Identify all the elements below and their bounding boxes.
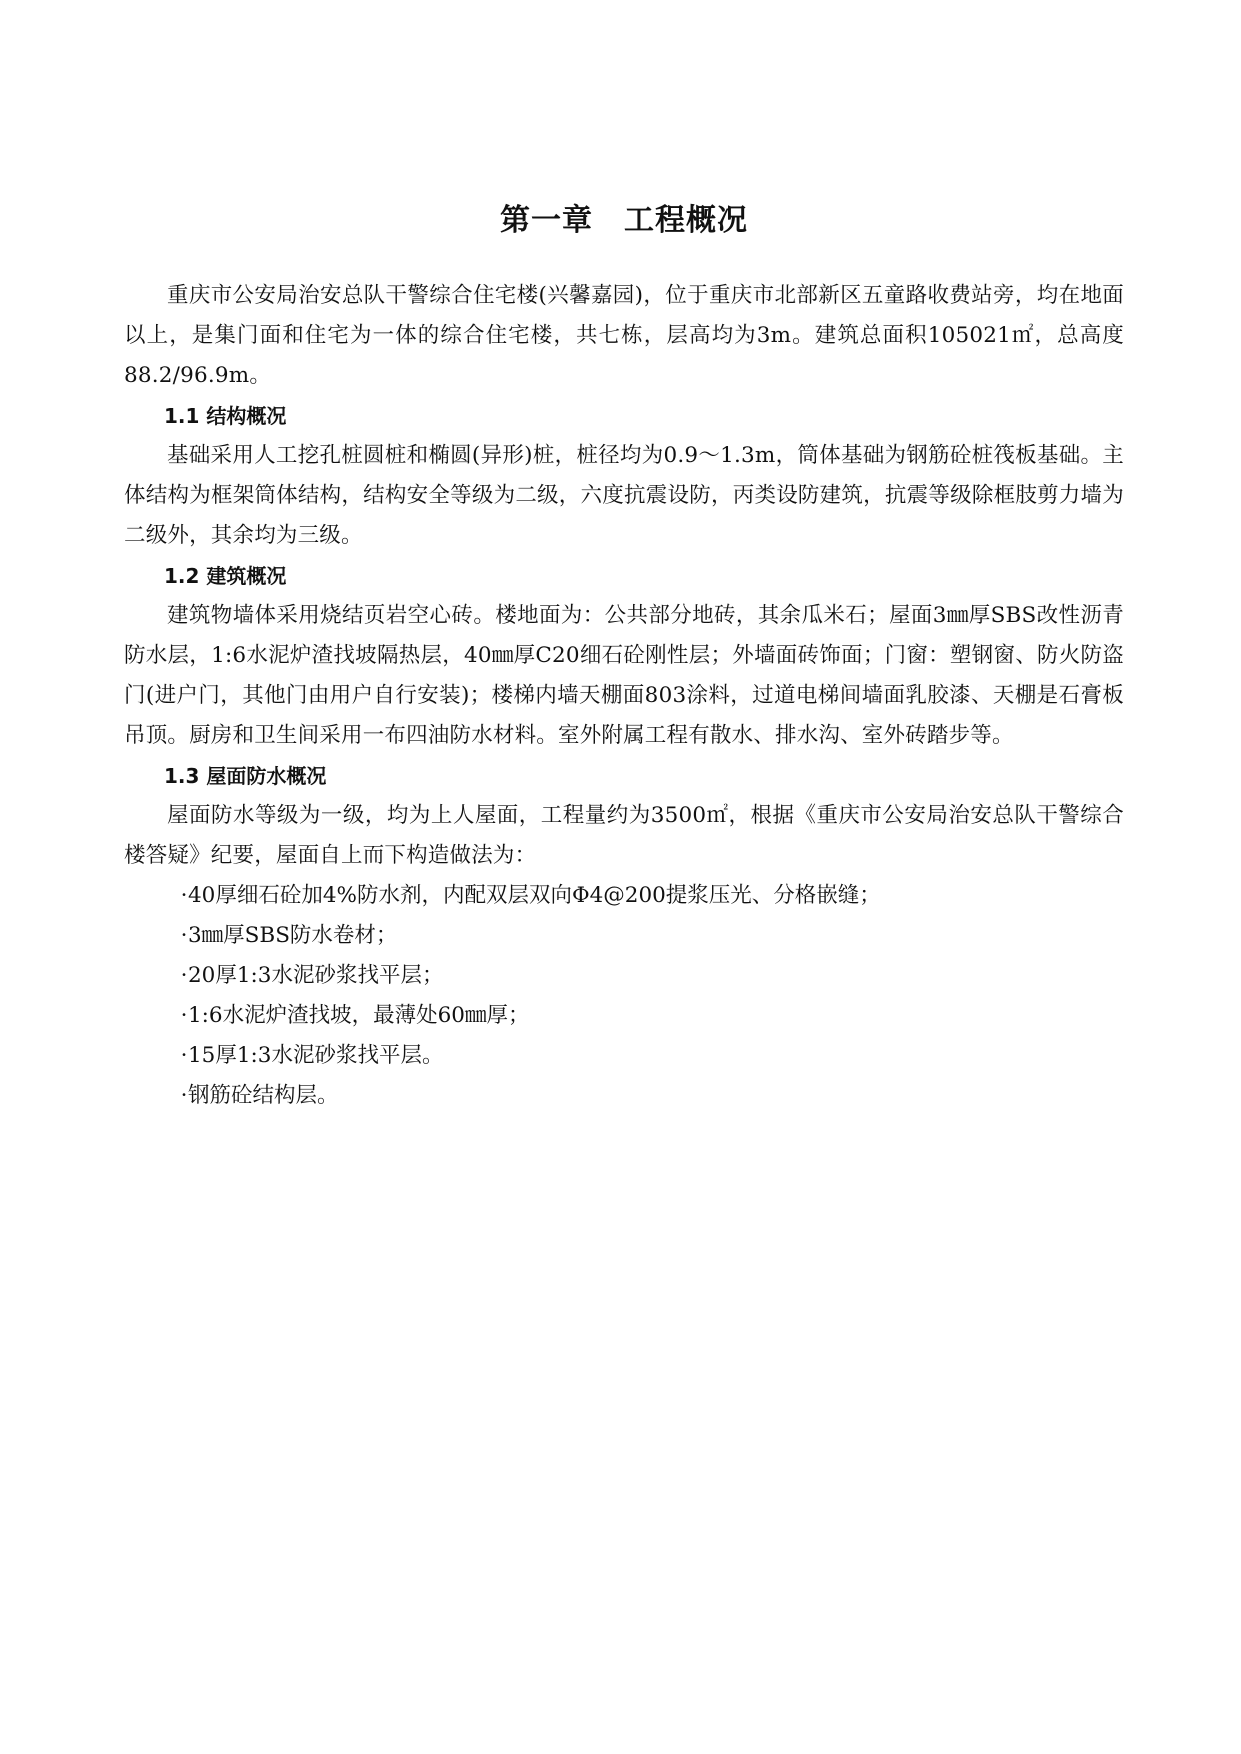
bullet-icon: · <box>180 1003 188 1028</box>
list-item <box>124 876 1124 916</box>
bullet-icon: · <box>180 883 188 908</box>
list-item <box>124 956 1124 996</box>
roof-layer-text: 15厚1:3水泥砂浆找平层。 <box>188 1043 444 1068</box>
section-heading-structure: 1.1 结构概况 <box>164 404 287 428</box>
roof-layer-text: 40厚细石砼加4%防水剂，内配双层双向Φ4@200提浆压光、分格嵌缝； <box>188 883 881 908</box>
list-item <box>124 996 1124 1036</box>
list-item <box>124 1036 1124 1076</box>
roof-layer-text: 20厚1:3水泥砂浆找平层； <box>188 963 444 988</box>
chapter-title: 第一章 工程概况 <box>500 203 748 238</box>
list-item <box>124 916 1124 956</box>
bullet-icon: · <box>180 1043 188 1068</box>
roof-layer-text: 1:6水泥炉渣找坡，最薄处60㎜厚； <box>188 1003 530 1028</box>
bullet-icon: · <box>180 963 188 988</box>
section-heading-roof-waterproofing: 1.3 屋面防水概况 <box>164 764 327 788</box>
intro-paragraph: 重庆市公安局治安总队干警综合住宅楼(兴馨嘉园)，位于重庆市北部新区五童路收费站旁，均在地面以上，是集门面和住宅为一体的综合住宅楼，共七栋，层高均为3m。建筑总面积105021㎡，总高度88.2/96.9m。 <box>124 283 1124 388</box>
bullet-icon: · <box>180 1083 188 1108</box>
section-paragraph-architecture: 建筑物墙体采用烧结页岩空心砖。楼地面为：公共部分地砖，其余瓜米石；屋面3㎜厚SBS改性沥青防水层，1:6水泥炉渣找坡隔热层，40㎜厚C20细石砼刚性层；外墙面砖饰面；门窗：塑钢窗、防火防盗门(进户门，其他门由用户自行安装)；楼梯内墙天棚面803涂料，过道电梯间墙面乳胶漆、天棚是石膏板吊顶。厨房和卫生间采用一布四油防水材料。室外附属工程有散水、排水沟、室外砖踏步等。 <box>124 603 1124 748</box>
roof-layer-text: 钢筋砼结构层。 <box>188 1083 339 1108</box>
section-paragraph-roof-waterproofing: 屋面防水等级为一级，均为上人屋面，工程量约为3500㎡，根据《重庆市公安局治安总队干警综合楼答疑》纪要，屋面自上而下构造做法为： <box>124 803 1124 868</box>
roof-layer-text: 3㎜厚SBS防水卷材； <box>188 923 398 948</box>
section-heading-architecture: 1.2 建筑概况 <box>164 564 287 588</box>
list-item <box>124 1076 1124 1116</box>
bullet-icon: · <box>180 923 188 948</box>
document-body <box>124 200 1124 1116</box>
roof-layer-list <box>124 876 1124 1116</box>
section-paragraph-structure: 基础采用人工挖孔桩圆桩和椭圆(异形)桩，桩径均为0.9～1.3m，筒体基础为钢筋砼桩筏板基础。主体结构为框架筒体结构，结构安全等级为二级，六度抗震设防，丙类设防建筑，抗震等级除框肢剪力墙为二级外，其余均为三级。 <box>124 443 1124 548</box>
